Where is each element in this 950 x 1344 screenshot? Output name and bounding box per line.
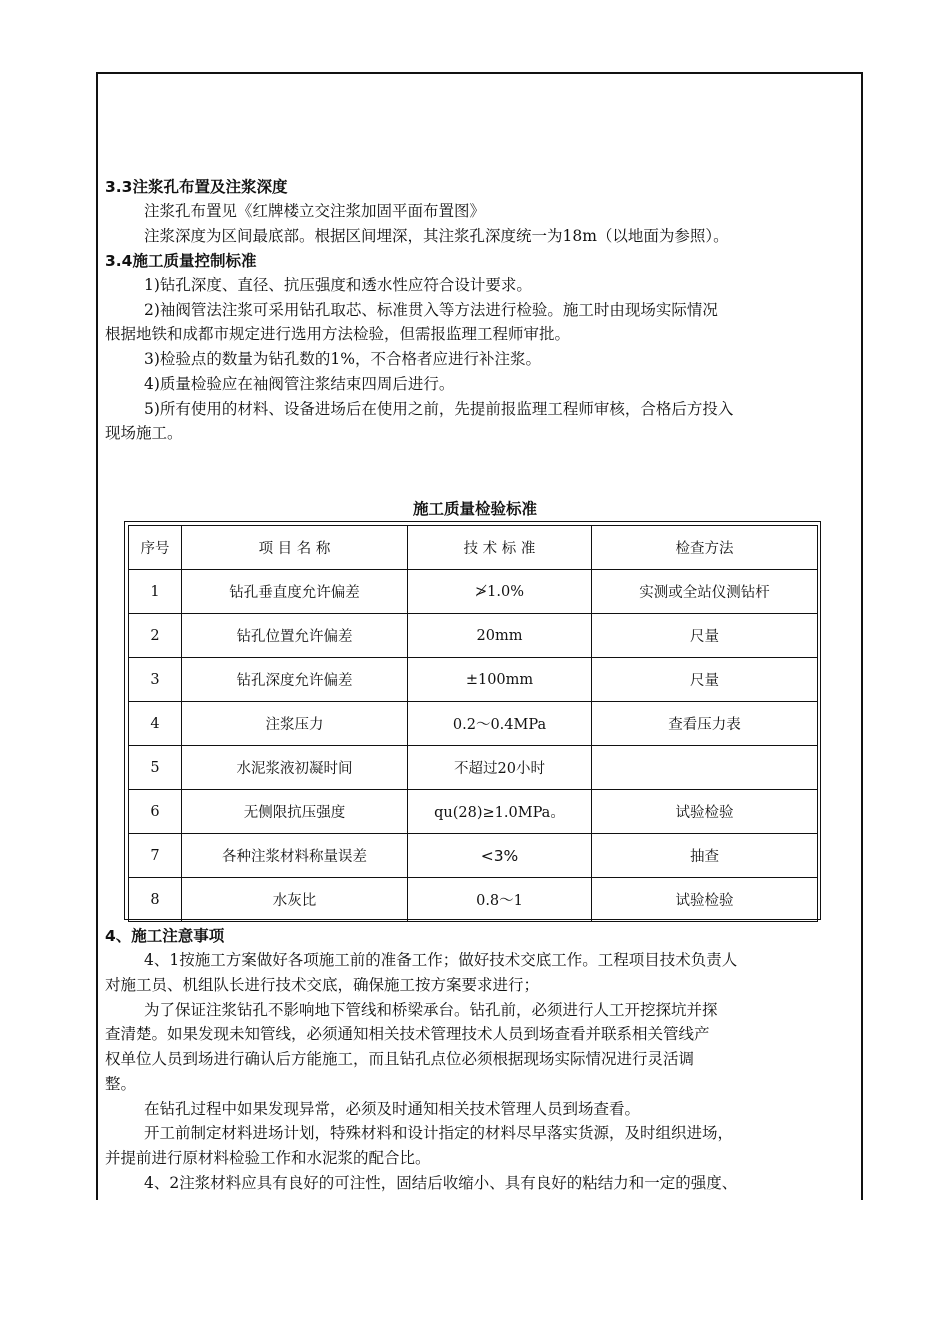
paragraph-line: 4、2注浆材料应具有良好的可注性，固结后收缩小、具有良好的粘结力和一定的强度、	[144, 1174, 738, 1192]
table-cell: 试验检验	[592, 790, 818, 834]
header-cell: 项 目 名 称	[182, 526, 408, 570]
table-cell: 尺量	[592, 614, 818, 658]
section-3-4-heading: 3.4施工质量控制标准	[105, 252, 257, 270]
table-cell: 无侧限抗压强度	[182, 790, 408, 834]
table-cell: 抽查	[592, 834, 818, 878]
table-caption: 施工质量检验标准	[412, 500, 537, 518]
table-row	[129, 834, 818, 878]
table-cell: 5	[129, 746, 182, 790]
table-cell: 试验检验	[592, 878, 818, 922]
table-cell: 尺量	[592, 658, 818, 702]
table-cell: 20mm	[408, 614, 592, 658]
quality-standards-table	[128, 525, 818, 922]
table-cell: 钻孔位置允许偏差	[182, 614, 408, 658]
paragraph-line: 整。	[105, 1075, 137, 1093]
paragraph-line: 注浆孔布置见《红牌楼立交注浆加固平面布置图》	[144, 202, 486, 220]
table-header-row	[129, 526, 818, 570]
paragraph-line: 注浆深度为区间最底部。根据区间埋深，其注浆孔深度统一为18m（以地面为参照）。	[144, 227, 729, 245]
table-cell: 1	[129, 570, 182, 614]
table-cell: 4	[129, 702, 182, 746]
paragraph-line: 权单位人员到场进行确认后方能施工，而且钻孔点位必须根据现场实际情况进行灵活调	[105, 1050, 695, 1068]
table-cell: 查看压力表	[592, 702, 818, 746]
paragraph-line: 查清楚。如果发现未知管线，必须通知相关技术管理技术人员到场查看并联系相关管线产	[105, 1025, 710, 1043]
table-row	[129, 790, 818, 834]
table-row	[129, 570, 818, 614]
table-cell	[592, 746, 818, 790]
table-cell: qu(28)≥1.0MPa。	[408, 790, 592, 834]
paragraph-line: 并提前进行原材料检验工作和水泥浆的配合比。	[105, 1149, 431, 1167]
paragraph-line: 1)钻孔深度、直径、抗压强度和透水性应符合设计要求。	[144, 276, 532, 294]
section-3-3-heading: 3.3注浆孔布置及注浆深度	[105, 178, 288, 196]
table-cell: 0.8～1	[408, 878, 592, 922]
table-cell: 7	[129, 834, 182, 878]
header-cell: 序号	[129, 526, 182, 570]
paragraph-line: 现场施工。	[105, 424, 183, 442]
table-row	[129, 702, 818, 746]
table-cell: <3%	[408, 834, 592, 878]
table-cell: 0.2～0.4MPa	[408, 702, 592, 746]
header-cell: 检查方法	[592, 526, 818, 570]
paragraph-line: 根据地铁和成都市规定进行选用方法检验，但需报监理工程师审批。	[105, 325, 571, 343]
header-cell: 技 术 标 准	[408, 526, 592, 570]
table-cell: 钻孔深度允许偏差	[182, 658, 408, 702]
table-cell: 水灰比	[182, 878, 408, 922]
table-cell: 钻孔垂直度允许偏差	[182, 570, 408, 614]
paragraph-line: 开工前制定材料进场计划，特殊材料和设计指定的材料尽早落实货源，及时组织进场，	[144, 1124, 734, 1142]
table-row	[129, 878, 818, 922]
table-cell: 8	[129, 878, 182, 922]
paragraph-line: 4、1按施工方案做好各项施工前的准备工作；做好技术交底工作。工程项目技术负责人	[144, 951, 738, 969]
table-row	[129, 746, 818, 790]
section-4-heading: 4、施工注意事项	[105, 927, 225, 945]
table-cell: 实测或全站仪测钻杆	[592, 570, 818, 614]
table-cell: 3	[129, 658, 182, 702]
paragraph-line: 为了保证注浆钻孔不影响地下管线和桥梁承台。钻孔前，必须进行人工开挖探坑并探	[144, 1001, 718, 1019]
table-row	[129, 614, 818, 658]
paragraph-line: 对施工员、机组队长进行技术交底，确保施工按方案要求进行；	[105, 976, 540, 994]
table-cell: 水泥浆液初凝时间	[182, 746, 408, 790]
paragraph-line: 5)所有使用的材料、设备进场后在使用之前，先提前报监理工程师审核，合格后方投入	[144, 400, 734, 418]
table-cell: 各种注浆材料称量误差	[182, 834, 408, 878]
paragraph-line: 4)质量检验应在袖阀管注浆结束四周后进行。	[144, 375, 455, 393]
table-cell: 2	[129, 614, 182, 658]
table-row	[129, 658, 818, 702]
paragraph-line: 3)检验点的数量为钻孔数的1%，不合格者应进行补注浆。	[144, 350, 542, 368]
table-cell: ≯1.0%	[408, 570, 592, 614]
table-cell: 6	[129, 790, 182, 834]
table-cell: 不超过20小时	[408, 746, 592, 790]
paragraph-line: 2)袖阀管法注浆可采用钻孔取芯、标准贯入等方法进行检验。施工时由现场实际情况	[144, 301, 718, 319]
paragraph-line: 在钻孔过程中如果发现异常，必须及时通知相关技术管理人员到场查看。	[144, 1100, 641, 1118]
table-cell: ±100mm	[408, 658, 592, 702]
table-cell: 注浆压力	[182, 702, 408, 746]
